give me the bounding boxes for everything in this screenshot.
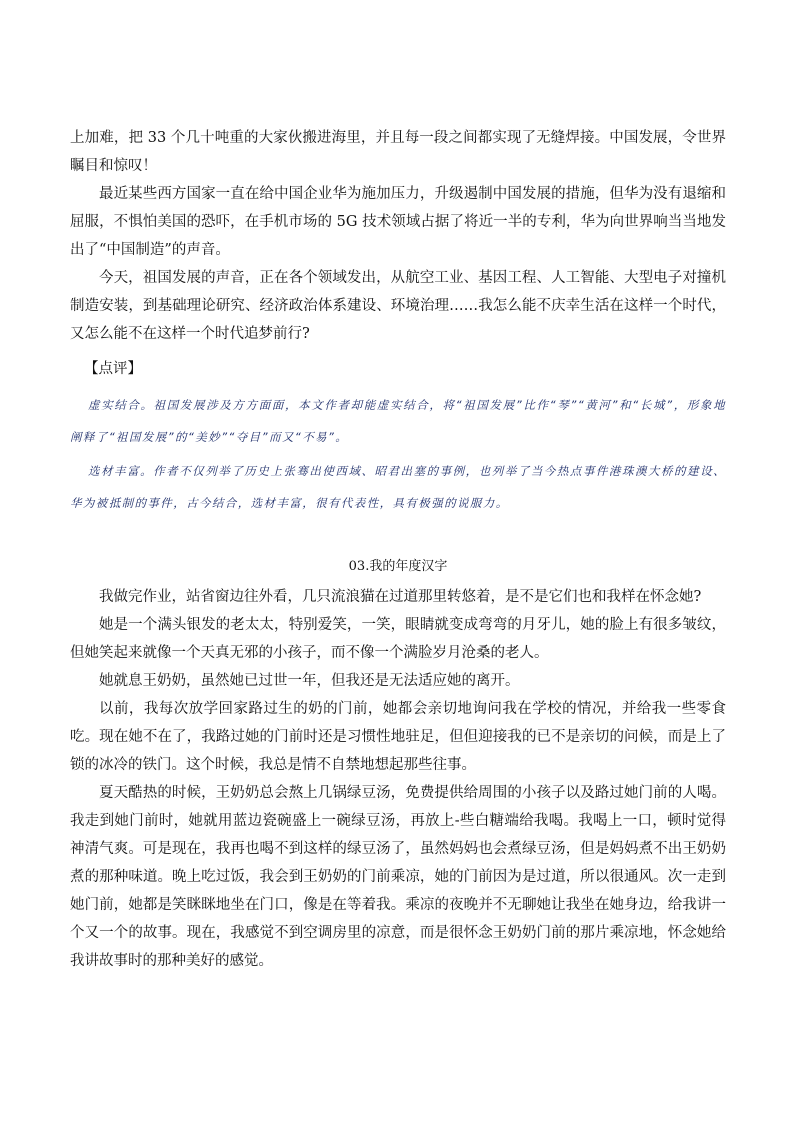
document-page <box>70 124 726 975</box>
essay-paragraph: 夏天酷热的时候，王奶奶总会熬上几锅绿豆汤，免费提供给周围的小孩子以及路过她门前的人喝。我走到她门前时，她就用蓝边瓷碗盛上一碗绿豆汤，再放上-些白糖端给我喝。我喝上一口，顿时觉得神清气爽。可是现在，我再也喝不到这样的绿豆汤了，虽然妈妈也会煮绿豆汤，但是妈妈煮不出王奶奶煮的那种味道。晚上吃过饭，我会到王奶奶的门前乘凉，她的门前因为是过道，所以很通风。次一走到她门前，她都是笑眯眯地坐在门口，像是在等着我。乘凉的夜晚并不无聊她让我坐在她身边，给我讲一个又一个的故事。现在，我感觉不到空调房里的凉意，而是很怀念王奶奶门前的那片乘凉地，怀念她给我讲故事时的那种美好的感觉。 <box>70 785 726 969</box>
body-paragraph: 上加难，把 33 个几十吨重的大家伙搬进海里，并且每一段之间都实现了无缝焊接。中国发展，令世界瞩目和惊叹！ <box>70 130 726 174</box>
review-comment: 虚实结合。祖国发展涉及方方面面，本文作者却能虚实结合，将“祖国发展”比作“琴”“黄河”和“长城”，形象地阐释了“祖国发展”的“美妙”“夺目”而又“不易”。 <box>70 398 726 444</box>
review-heading: 【点评】 <box>84 361 142 377</box>
essay-paragraph: 以前，我每次放学回家路过生的奶的门前，她都会亲切地询问我在学校的情况，并给我一些零食吃。现在她不在了，我路过她的门前时还是习惯性地驻足，但但迎接我的已不是亲切的问候，而是上了锁的冰冷的铁门。这个时候，我总是情不自禁地想起那些往事。 <box>70 701 726 773</box>
body-paragraph: 最近某些西方国家一直在给中国企业华为施加压力，升级遏制中国发展的措施，但华为没有退缩和屈服，不惧怕美国的恐吓，在手机市场的 5G 技术领域占据了将近一半的专利，华为向世界响当当地发出了“中国制造”的声音。 <box>70 186 726 258</box>
essay-paragraph: 我做完作业，站省窗边往外看，几只流浪猫在过道那里转悠着，是不是它们也和我样在怀念她? <box>99 589 702 605</box>
body-paragraph: 今天，祖国发展的声音，正在各个领域发出，从航空工业、基因工程、人工智能、大型电子对撞机制造安装，到基础理论研究、经济政治体系建设、环境治理……我怎么能不庆幸生活在这样一个时代，又怎么能不在这样一个时代追梦前行? <box>70 270 726 342</box>
essay-title: 03.我的年度汉字 <box>348 559 448 574</box>
review-comment: 选材丰富。作者不仅列举了历史上张骞出使西域、昭君出塞的事例，也列举了当今热点事件港珠澳大桥的建设、华为被抵制的事件，古今结合，选材丰富，很有代表性，具有极强的说服力。 <box>70 464 726 510</box>
essay-paragraph: 她是一个满头银发的老太太，特别爱笑，一笑，眼睛就变成弯弯的月牙儿，她的脸上有很多皱纹，但她笑起来就像一个天真无邪的小孩子，而不像一个满脸岁月沧桑的老人。 <box>70 617 726 661</box>
essay-paragraph: 她就息王奶奶，虽然她已过世一年，但我还是无法适应她的离开。 <box>99 673 520 689</box>
